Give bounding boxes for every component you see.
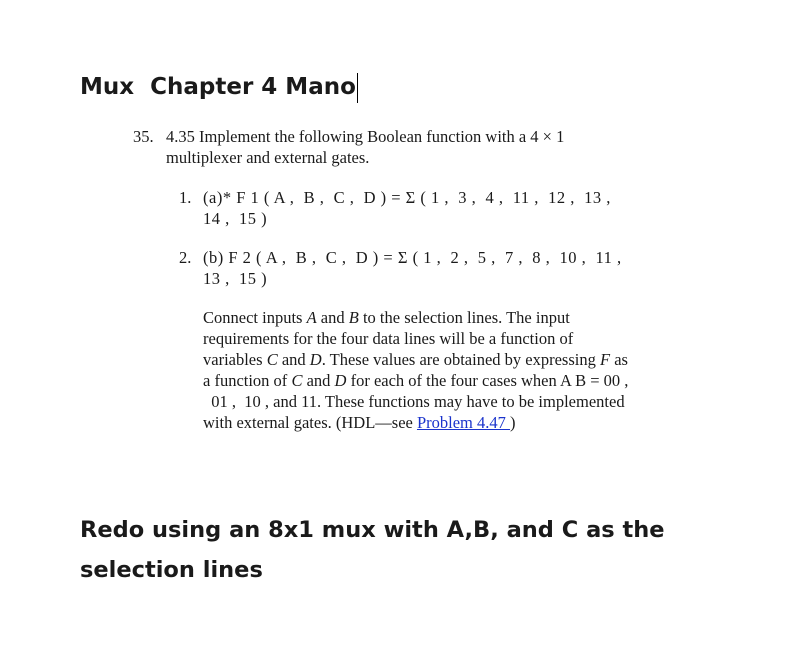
explanation-text: Connect inputs	[203, 308, 307, 327]
subproblem-function-line2: 13 , 15 )	[203, 269, 268, 288]
subproblem-number: 2.	[179, 248, 192, 267]
explanation-text: a function of	[203, 371, 292, 390]
document-heading	[80, 70, 358, 104]
explanation-text: )	[510, 413, 516, 432]
problem-number: 35.	[133, 127, 154, 146]
explanation-text: requirements for the four data lines will be a function of	[203, 329, 574, 348]
variable-a: A	[306, 308, 317, 327]
variable-c: C	[291, 371, 303, 390]
subproblem-function	[203, 247, 679, 289]
problem-row	[133, 126, 693, 168]
subproblem-function-line1: (a)* F 1 ( A , B , C , D ) = Σ ( 1 , 3 , 4 , 11 , 12 , 13 ,	[203, 188, 611, 207]
redo-line2: selection lines	[80, 557, 263, 583]
problem-text-line2: multiplexer and external gates.	[166, 148, 370, 167]
explanation-text: for each of the four cases when A B = 00 ,	[346, 371, 629, 390]
explanation-paragraph	[203, 307, 678, 433]
redo-line1: Redo using an 8x1 mux with A,B, and C as the	[80, 517, 665, 543]
subproblem-function	[203, 187, 679, 229]
text-cursor	[357, 73, 358, 103]
subproblem-number: 1.	[179, 188, 192, 207]
explanation-text: and	[302, 371, 335, 390]
explanation-text: as	[610, 350, 628, 369]
variable-d: D	[309, 350, 322, 369]
subproblem-function-line1: (b) F 2 ( A , B , C , D ) = Σ ( 1 , 2 , 5 , 7 , 8 , 10 , 11 ,	[203, 248, 622, 267]
variable-b: B	[348, 308, 359, 327]
subproblem-b	[179, 247, 679, 289]
explanation-text: 01 , 10 , and 11. These functions may have to be implemented	[203, 392, 625, 411]
explanation-text: and	[277, 350, 310, 369]
subproblem-a	[179, 187, 679, 229]
explanation-text: . These values are obtained by expressing	[321, 350, 600, 369]
problem-statement	[133, 126, 693, 168]
heading-text: Mux Chapter 4 Mano	[80, 74, 356, 100]
subproblem-function-line2: 14 , 15 )	[203, 209, 268, 228]
explanation-text: and	[316, 308, 349, 327]
redo-instruction	[80, 510, 720, 590]
explanation-text: with external gates. (HDL—see	[203, 413, 417, 432]
problem-text-line1: 4.35 Implement the following Boolean function with a 4 × 1	[166, 127, 565, 146]
problem-text	[166, 126, 693, 168]
explanation-text: to the selection lines. The input	[358, 308, 570, 327]
variable-c: C	[266, 350, 278, 369]
variable-f: F	[599, 350, 611, 369]
explanation-text: variables	[203, 350, 267, 369]
variable-d: D	[334, 371, 347, 390]
problem-4-47-link[interactable]: Problem 4.47	[416, 413, 511, 432]
